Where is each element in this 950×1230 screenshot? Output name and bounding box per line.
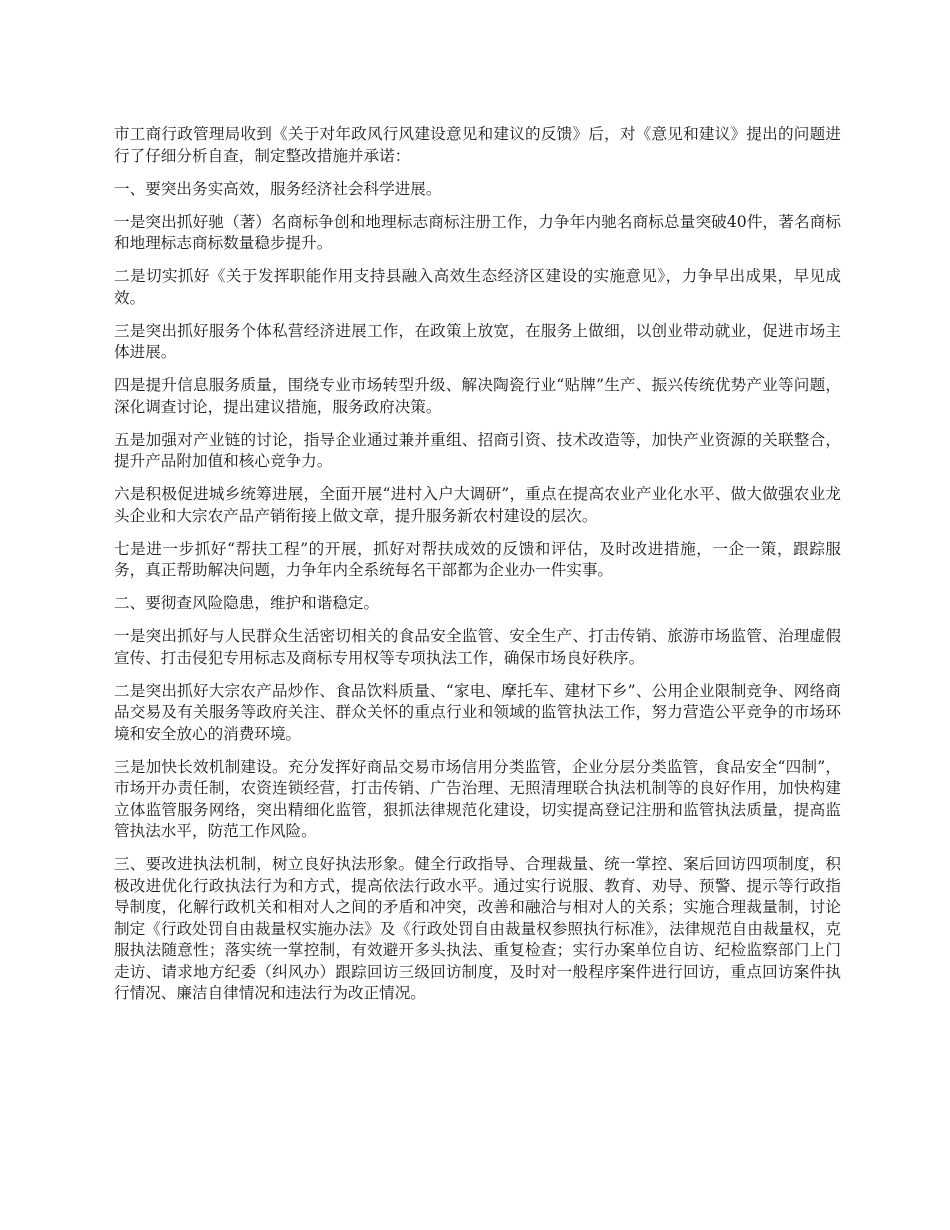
section-heading-2: 二、要彻查风险隐患，维护和谐稳定。 <box>114 594 380 612</box>
document-body <box>114 124 841 1016</box>
paragraph-1-1: 一是突出抓好驰（著）名商标争创和地理标志商标注册工作，力争年内驰名商标总量突破40件，著名商标和地理标志商标数量稳步提升。 <box>114 212 841 252</box>
paragraph-1-7: 七是进一步抓好“帮扶工程”的开展，抓好对帮扶成效的反馈和评估，及时改进措施，一企一策，跟踪服务，真正帮助解决问题，力争年内全系统每名干部都为企业办一件实事。 <box>114 539 841 579</box>
paragraph-1-2: 二是切实抓好《关于发挥职能作用支持县融入高效生态经济区建设的实施意见》，力争早出成果，早见成效。 <box>114 267 841 307</box>
section-3: 三、要改进执法机制，树立良好执法形象。健全行政指导、合理裁量、统一掌控、案后回访四项制度，积极改进优化行政执法行为和方式，提高依法行政水平。通过实行说服、教育、劝导、预警、提示等行政指导制度，化解行政机关和相对人之间的矛盾和冲突，改善和融洽与相对人的关系；实施合理裁量制，讨论制定《行政处罚自由裁量权实施办法》及《行政处罚自由裁量权参照执行标准》，法律规范自由裁量权，克服执法随意性；落实统一掌控制，有效避开多头执法、重复检查；实行办案单位自访、纪检监察部门上门走访、请求地方纪委（纠风办）跟踪回访三级回访制度，及时对一般程序案件进行回访，重点回访案件执行情况、廉洁自律情况和违法行为改正情况。 <box>114 855 841 1002</box>
paragraph-1-3: 三是突出抓好服务个体私营经济进展工作，在政策上放宽，在服务上做细，以创业带动就业，促进市场主体进展。 <box>114 321 841 361</box>
paragraph-2-3: 三是加快长效机制建设。充分发挥好商品交易市场信用分类监管，企业分层分类监管，食品安全“四制”，市场开办责任制，农资连锁经营，打击传销、广告治理、无照清理联合执法机制等的良好作用，加快构建立体监管服务网络，突出精细化监管，狠抓法律规范化建设，切实提高登记注册和监管执法质量，提高监管执法水平，防范工作风险。 <box>114 757 841 840</box>
paragraph-1-5: 五是加强对产业链的讨论，指导企业通过兼并重组、招商引资、技术改造等，加快产业资源的关联整合，提升产品附加值和核心竞争力。 <box>114 430 841 470</box>
paragraph-2-1: 一是突出抓好与人民群众生活密切相关的食品安全监管、安全生产、打击传销、旅游市场监管、治理虚假宣传、打击侵犯专用标志及商标专用权等专项执法工作，确保市场良好秩序。 <box>114 627 841 667</box>
section-heading-1: 一、要突出务实高效，服务经济社会科学进展。 <box>114 179 442 198</box>
paragraph-intro: 市工商行政管理局收到《关于对年政风行风建设意见和建议的反馈》后，对《意见和建议》提出的问题进行了仔细分析自查，制定整改措施并承诺： <box>114 125 841 165</box>
paragraph-2-2: 二是突出抓好大宗农产品炒作、食品饮料质量、“家电、摩托车、建材下乡”、公用企业限制竞争、网络商品交易及有关服务等政府关注、群众关怀的重点行业和领域的监管执法工作，努力营造公平竞争的市场环境和安全放心的消费环境。 <box>114 681 841 743</box>
paragraph-1-4: 四是提升信息服务质量，围绕专业市场转型升级、解决陶瓷行业“贴牌”生产、振兴传统优势产业等问题，深化调查讨论，提出建议措施，服务政府决策。 <box>114 376 841 416</box>
paragraph-1-6: 六是积极促进城乡统筹进展，全面开展“进村入户大调研”，重点在提高农业产业化水平、做大做强农业龙头企业和大宗农产品产销衔接上做文章，提升服务新农村建设的层次。 <box>114 485 841 525</box>
